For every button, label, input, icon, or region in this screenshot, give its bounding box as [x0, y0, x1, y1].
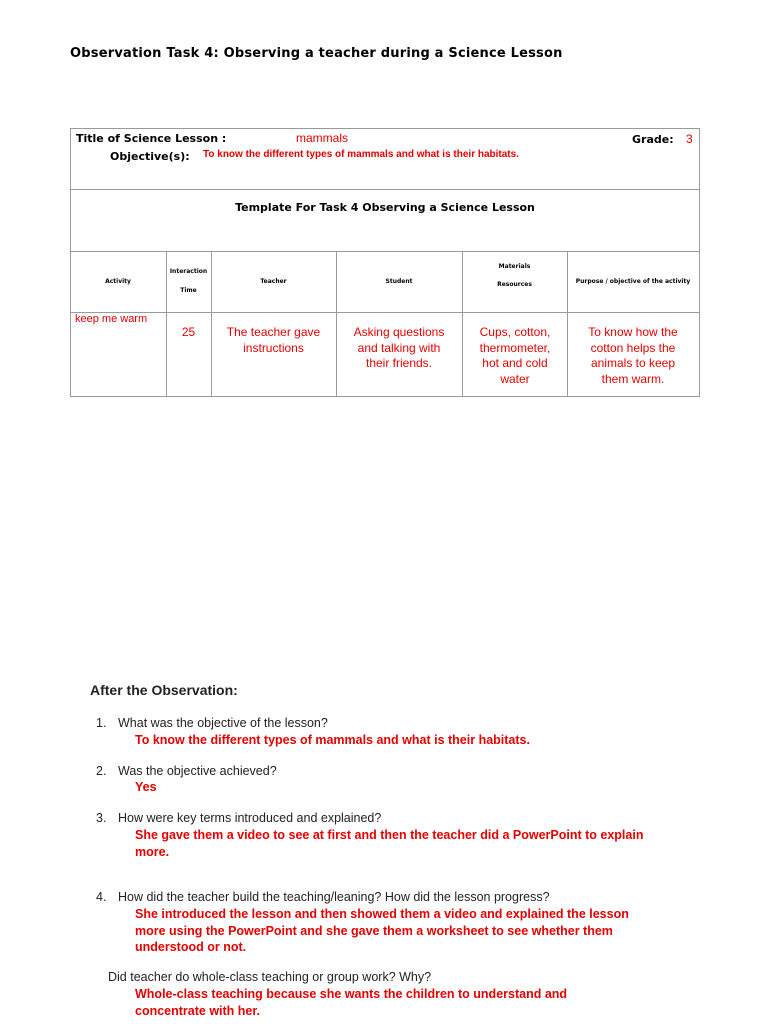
question-2-text: Was the objective achieved?	[118, 764, 277, 778]
header-materials-line1: Materials	[498, 263, 531, 270]
box-divider-2	[70, 251, 700, 252]
cell-purpose: To know how the cotton helps the animals to keep them warm.	[588, 325, 678, 386]
question-4-number: 4.	[96, 890, 107, 904]
heading-prefix: Observation Task 4:	[70, 46, 219, 61]
objective-label: Objective(s):	[110, 150, 190, 163]
answer-3: She gave them a video to see at first and then the teacher did a PowerPoint to explain more.	[135, 828, 644, 859]
lesson-title-value: mammals	[296, 131, 349, 145]
answer-1: To know the different types of mammals and what is their habitats.	[135, 733, 530, 747]
cell-student: Asking questions and talking with their friends.	[353, 325, 445, 370]
header-student: Student	[385, 278, 413, 285]
cell-activity: keep me warm	[75, 313, 148, 325]
grade-value: 3	[686, 132, 693, 146]
question-1-number: 1.	[96, 716, 107, 730]
question-4	[96, 890, 550, 904]
heading-rest: Observing a teacher during a Science Lesson	[223, 46, 563, 61]
question-1	[96, 716, 328, 730]
answer-5: Whole-class teaching because she wants the children to understand and concentrate with her.	[135, 987, 568, 1018]
header-activity: Activity	[105, 278, 131, 285]
answer-4: She introduced the lesson and then showed them a video and explained the lesson more using the PowerPoint and she gave them a worksheet to see whether them understood or not.	[135, 907, 629, 954]
cell-time: 25	[181, 325, 196, 339]
observation-box	[70, 128, 700, 398]
question-2	[96, 764, 277, 778]
box-right-border	[699, 128, 700, 397]
after-observation-title: After the Observation:	[90, 682, 238, 698]
header-purpose: Purpose / objective of the activity	[575, 278, 691, 285]
objective-value: To know the different types of mammals and what is their habitats.	[203, 149, 519, 160]
box-bottom-border	[70, 396, 700, 397]
box-left-border	[70, 128, 71, 397]
header-time-line1: Interaction	[169, 268, 208, 275]
header-time-line2: Time	[180, 287, 197, 294]
box-top-border	[70, 128, 700, 129]
grade-label: Grade:	[632, 133, 674, 146]
question-1-text: What was the objective of the lesson?	[118, 716, 328, 730]
header-materials-line2: Resources	[497, 281, 532, 288]
box-divider-1	[70, 189, 700, 190]
answer-2: Yes	[135, 780, 157, 794]
question-5-text: Did teacher do whole-class teaching or group work? Why?	[108, 970, 432, 984]
cell-materials: Cups, cotton, thermometer, hot and cold water	[479, 325, 551, 386]
question-4-text: How did the teacher build the teaching/leaning? How did the lesson progress?	[118, 890, 550, 904]
lesson-title-label: Title of Science Lesson :	[76, 132, 227, 145]
page-heading	[70, 46, 563, 61]
template-title: Template For Task 4 Observing a Science Lesson	[235, 201, 535, 214]
question-2-number: 2.	[96, 764, 107, 778]
header-teacher: Teacher	[260, 278, 287, 285]
cell-teacher: The teacher gave instructions	[226, 325, 321, 355]
question-3-text: How were key terms introduced and explained?	[118, 811, 382, 825]
question-3	[96, 811, 381, 825]
question-5	[108, 970, 431, 984]
question-3-number: 3.	[96, 811, 107, 825]
